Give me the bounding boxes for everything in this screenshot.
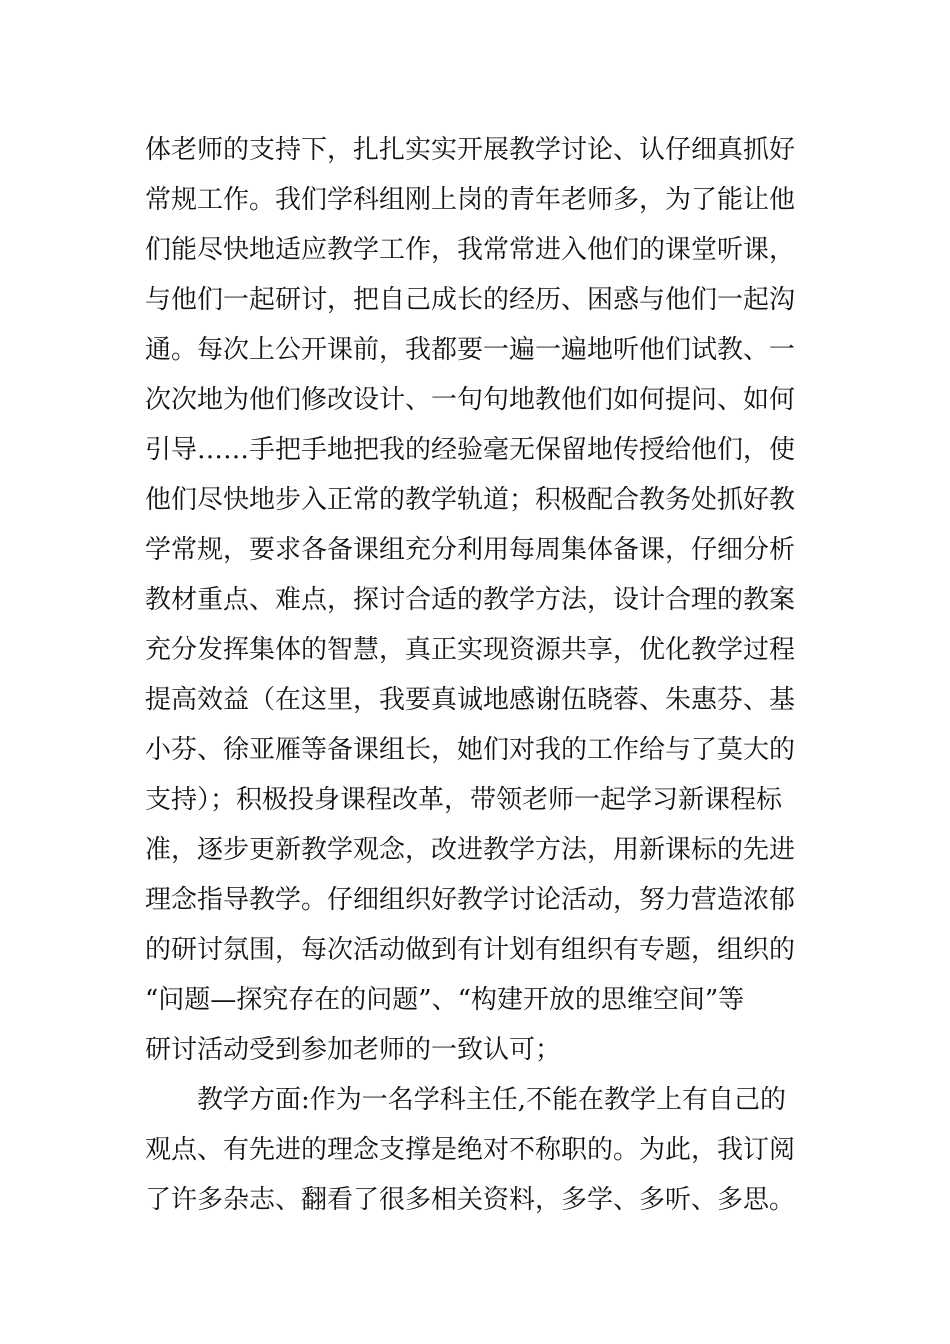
text-line: 通。每次上公开课前，我都要一遍一遍地听他们试教、一 [145,335,796,365]
text-line: 教材重点、难点，探讨合适的教学方法，设计合理的教案 [145,585,796,615]
text-line: 们能尽快地适应教学工作，我常常进入他们的课堂听课， [145,235,796,265]
text-line: 理念指导教学。仔细组织好教学讨论活动，努力营造浓郁 [145,885,796,915]
text-line: 小芬、徐亚雁等备课组长，她们对我的工作给与了莫大的 [145,735,796,765]
text-line: 体老师的支持下，扎扎实实开展教学讨论、认仔细真抓好 [145,135,796,165]
text-line: 充分发挥集体的智慧，真正实现资源共享，优化教学过程 [145,635,796,665]
text-line: 的研讨氛围，每次活动做到有计划有组织有专题，组织的 [145,935,796,965]
text-line: 常规工作。我们学科组刚上岗的青年老师多，为了能让他 [145,185,796,215]
text-line: 他们尽快地步入正常的教学轨道；积极配合教务处抓好教 [145,485,796,515]
text-line: 提高效益（在这里，我要真诚地感谢伍晓蓉、朱惠芬、基 [145,685,796,715]
text-line: 引导……手把手地把我的经验毫无保留地传授给他们，使 [145,435,796,465]
text-line: 与他们一起研讨，把自己成长的经历、困惑与他们一起沟 [145,285,796,315]
text-line: 学常规，要求各备课组充分利用每周集体备课，仔细分析 [145,535,796,565]
paragraph-start-line: 教学方面:作为一名学科主任,不能在教学上有自己的 [197,1085,787,1115]
text-line: 了许多杂志、翻看了很多相关资料，多学、多听、多思。 [145,1185,796,1215]
text-line: 研讨活动受到参加老师的一致认可； [145,1035,562,1065]
text-line: 次次地为他们修改设计、一句句地教他们如何提问、如何 [145,385,796,415]
text-line: “问题—探究存在的问题”、“构建开放的思维空间”等 [145,985,745,1015]
document-body [145,125,825,1225]
text-line: 观点、有先进的理念支撑是绝对不称职的。为此，我订阅 [145,1135,796,1165]
text-line: 支持）；积极投身课程改革，带领老师一起学习新课程标 [145,785,783,815]
text-line: 准，逐步更新教学观念，改进教学方法，用新课标的先进 [145,835,796,865]
